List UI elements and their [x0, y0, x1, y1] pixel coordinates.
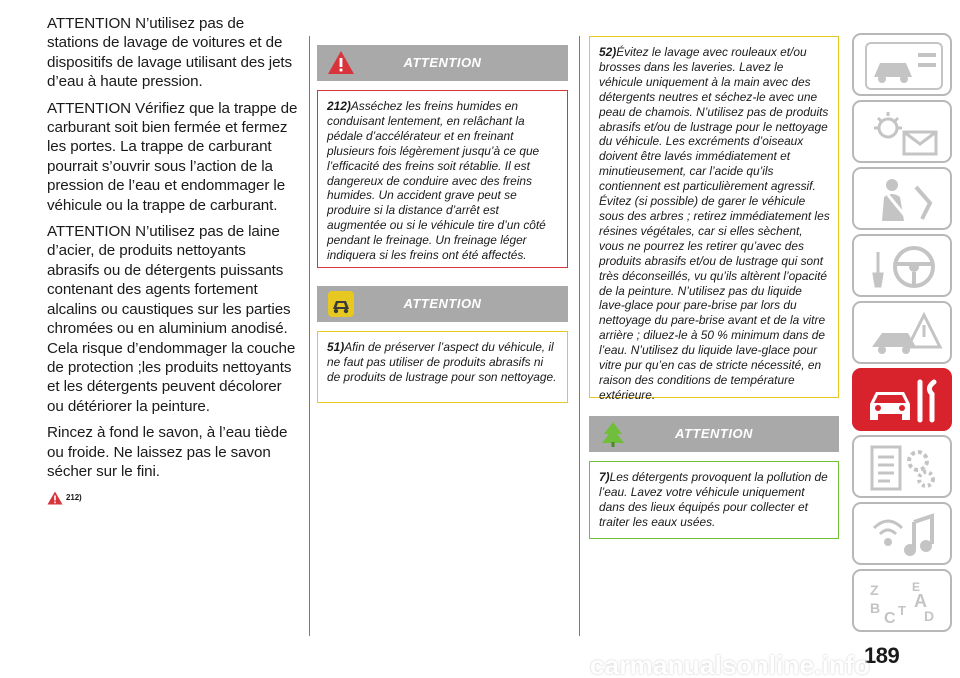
paragraph-rinse: Rincez à fond le savon, à l’eau tiède ou froide. Ne laissez pas le savon sécher sur le fini. [47, 424, 288, 480]
tab-in-an-emergency[interactable] [852, 301, 952, 364]
warning-text: Évitez le lavage avec rouleaux et/ou brosses dans les laveries. Lavez le véhicule uniquement à la main avec des détergents neutres et séchez-le avec une peau de chamois. N’utilisez pas de produits abrasifs et/ou de lustrage pour le nettoyage du véhicule. Les excréments d’oiseaux doivent être lavés immédiatement et minutieusement, car l’acide qu’ils contiennent est particulièrement agressif. Évitez (si possible) de garer le véhicule sous des arbres ; retirez immédiatement les résines végétales, car si elles sèchent, vous ne pourrez les retirer qu’avec des produits abrasifs et/ou de lustrage qui sont très déconseillés, vu qu’ils altèrent l’opacité de la peinture. N’utilisez pas du liquide lave-glace pour pare-brise par lors du nettoyage du pare-brise avant et de la vitre arrière ; diluez-le à 50 % minimum dans de l’eau. N’utilisez du liquide lave-glace pour vitre pur qu’en cas de stricte nécessité, en raison des conditions de température extérieure. [599, 45, 830, 402]
tab-instrument-panel[interactable] [852, 100, 952, 163]
warning-header-environment [589, 416, 839, 452]
alphabetical-index-icon [862, 575, 946, 629]
tab-getting-to-know[interactable] [852, 33, 952, 96]
danger-triangle-icon [47, 491, 63, 505]
warning-text: Afin de préserver l’aspect du véhicule, il ne faut pas utiliser de produits abrasifs ni de produits de lustrage pour son nettoyage. [327, 340, 557, 384]
roadside-emergency-icon [862, 307, 946, 361]
index-letter: T [898, 603, 906, 618]
steering-wheel-icon [862, 240, 946, 294]
tab-servicing-and-care[interactable] [852, 368, 952, 431]
warning-reference-number: 212) [66, 493, 82, 503]
warning-header-caution [317, 286, 568, 322]
warning-number: 52) [599, 45, 617, 59]
warning-box-7 [589, 461, 839, 539]
multimedia-icon [862, 508, 946, 562]
main-text-column [47, 14, 299, 508]
index-letter: B [870, 600, 881, 616]
index-letter: D [924, 608, 935, 624]
column-divider [309, 36, 310, 636]
tab-multimedia[interactable] [852, 502, 952, 565]
watermark: carmanualsonline.info [590, 650, 871, 678]
warning-box-51 [317, 331, 568, 403]
technical-data-icon [862, 441, 946, 495]
warning-header-danger [317, 45, 568, 81]
warning-text: Les détergents provoquent la pollution de l’eau. Lavez votre véhicule uniquement dans des lieux équipés pour collecter et traiter les eaux usées. [599, 470, 828, 529]
tab-starting-driving[interactable] [852, 234, 952, 297]
paragraph-high-pressure: ATTENTION N’utilisez pas de stations de lavage de voitures et de dispositifs de lavage utilisant des jets d’eau à haute pression. [47, 15, 293, 91]
warning-box-212 [317, 90, 568, 268]
warning-lights-icon [862, 106, 946, 160]
column-divider [579, 36, 580, 636]
warning-title: ATTENTION [675, 426, 753, 441]
tab-technical-specifications[interactable] [852, 435, 952, 498]
paragraph-steel-wool: ATTENTION N’utilisez pas de laine d’acier, de produits nettoyants abrasifs ou de détergents puissants contenant des agents fortement alcalins ou caustiques sur les parties chromées ou en aluminium anodisé. Cela risque d’endommager la couche de protection ;les produits nettoyants et les détergents peuvent décolorer ou détériorer la peinture. [47, 223, 296, 415]
page-number: 189 [864, 643, 900, 668]
index-letter: Z [870, 582, 879, 598]
index-letter: E [912, 580, 921, 594]
index-letter: C [884, 610, 896, 627]
seatbelt-safety-icon [862, 173, 946, 227]
warning-number: 7) [599, 470, 610, 484]
warning-reference[interactable] [47, 488, 299, 507]
warning-title: ATTENTION [403, 296, 482, 311]
car-maintenance-icon [862, 374, 946, 428]
warning-number: 51) [327, 340, 345, 354]
warning-text: Asséchez les freins humides en conduisant lentement, en relâchant la pédale d’accélérateur et en freinant plusieurs fois légèrement jusqu’à ce que l’efficacité des freins soit rétablie. Il est dangereux de conduire avec des freins humides. Un accident grave peut se produire si la distance d’arrêt est augmentée ou si le véhicule tire d’un côté pendant le freinage. Un freinage léger indiquera si les freins ont été affectés. [327, 99, 546, 263]
paragraph-fuel-flap: ATTENTION Vérifiez que la trappe de carburant soit bien fermée et fermez les portes. La trappe de carburant pourrait s’ouvrir sous l’action de la pression de l’eau et endommager le véhicule ou la trappe de carburant. [47, 99, 298, 214]
tab-safety[interactable] [852, 167, 952, 230]
index-letter: A [914, 591, 927, 611]
tab-index[interactable] [852, 569, 952, 632]
warning-number: 212) [327, 99, 351, 113]
warning-box-52 [589, 36, 839, 402]
warning-title: ATTENTION [403, 55, 482, 70]
car-dashboard-icon [862, 39, 946, 93]
